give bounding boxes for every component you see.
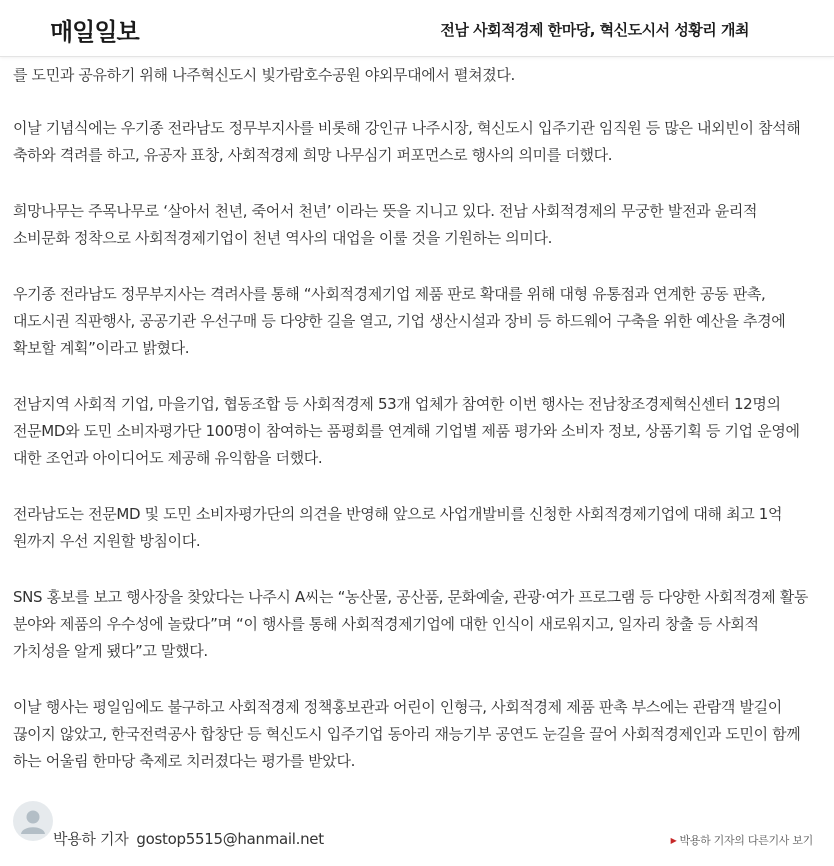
article-paragraph: 전남지역 사회적 기업, 마을기업, 협동조합 등 사회적경제 53개 업체가 참여한 이번 행사는 전남창조경제혁신센터 12명의 전문MD와 도민 소비자평가단 100명이 참여하는 품평회를 연계해 기업별 제품 평가와 소비자 정보, 상품기획 등 기업 운영에 대한 조언과 아이디어도 제공해 유익함을 더했다. [13,395,800,467]
reporter-email[interactable]: gostop5515@hanmail.net [136,830,324,848]
article-paragraph: 이날 행사는 평일임에도 불구하고 사회적경제 정책홍보관과 어린이 인형극, 사회적경제 제품 판촉 부스에는 관람객 발길이 끊이지 않았고, 한국전력공사 합창단 등 혁신도시 입주기업 동아리 재능기부 공연도 눈길을 끌어 사회적경제인과 도민이 함께 하는 어울림 한마당 축제로 치러졌다는 평가를 받았다. [13,698,801,770]
more-articles-link[interactable] [671,832,813,848]
more-articles-label: 박용하 기자의 다른기사 보기 [679,834,813,847]
reporter-name: 박용하 기자 [53,830,129,848]
article-body [13,62,813,804]
user-avatar-icon [13,801,53,841]
article-paragraph: SNS 홍보를 보고 행사장을 찾았다는 나주시 A씨는 “농산물, 공산품, 문화예술, 관광·여가 프로그램 등 다양한 사회적경제 활동 분야와 제품의 우수성에 놀랐다”며 “이 행사를 통해 사회적경제기업에 대한 인식이 새로워지고, 일자리 창출 등 사회적 가치성을 알게 됐다”고 말했다. [13,588,809,660]
article-paragraph: 이날 기념식에는 우기종 전라남도 정무부지사를 비롯해 강인규 나주시장, 혁신도시 입주기관 임직원 등 많은 내외빈이 참석해 축하와 격려를 하고, 유공자 표창, 사회적경제 희망 나무심기 퍼포먼스로 행사의 의미를 더했다. [13,119,801,164]
article-headline: 전남 사회적경제 한마당, 혁신도시서 성황리 개최 [440,21,749,39]
article-paragraph: 전라남도는 전문MD 및 도민 소비자평가단의 의견을 반영해 앞으로 사업개발비를 신청한 사회적경제기업에 대해 최고 1억 원까지 우선 지원할 방침이다. [13,505,783,550]
article-paragraph: 우기종 전라남도 정무부지사는 격려사를 통해 “사회적경제기업 제품 판로 확대를 위해 대형 유통점과 연계한 공동 판촉, 대도시권 직판행사, 공공기관 우선구매 등 다양한 길을 열고, 기업 생산시설과 장비 등 하드웨어 구축을 위한 예산을 추경에 확보할 계획”이라고 밝혔다. [13,285,786,357]
reporter-info [53,828,324,849]
article-paragraph: 를 도민과 공유하기 위해 나주혁신도시 빛가람호수공원 야외무대에서 펼쳐졌다. [13,66,515,84]
top-bar [0,0,834,57]
reporter-byline [13,801,813,861]
site-logo[interactable]: 매일일보 [50,18,139,46]
triangle-right-icon: ▶ [670,836,677,845]
article-paragraph: 희망나무는 주목나무로 ‘살아서 천년, 죽어서 천년’ 이라는 뜻을 지니고 있다. 전남 사회적경제의 무궁한 발전과 윤리적 소비문화 정착으로 사회적경제기업이 천년 역사의 대업을 이룰 것을 기원하는 의미다. [13,202,758,247]
